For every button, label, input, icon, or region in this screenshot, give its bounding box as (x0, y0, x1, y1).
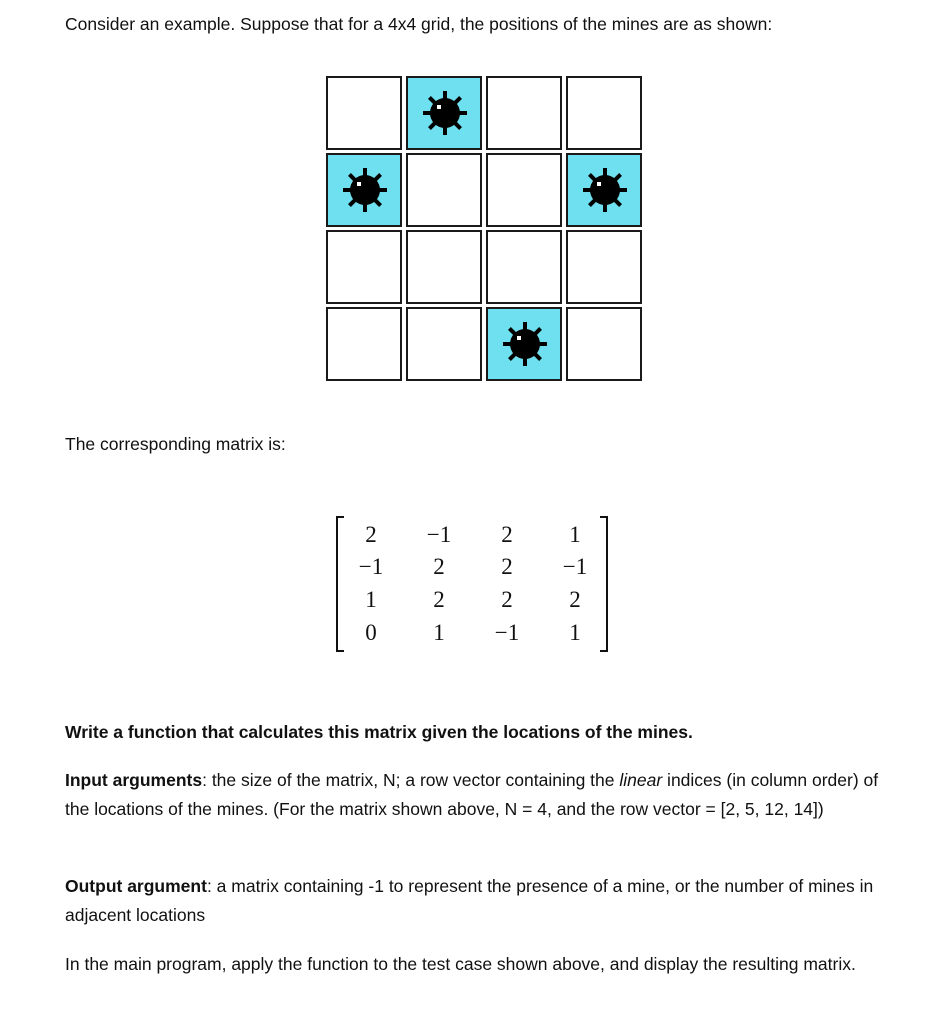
matrix-cell: −1 (494, 620, 520, 645)
matrix-cell: 2 (501, 554, 513, 579)
matrix-cell: 2 (433, 587, 445, 612)
grid-cell (406, 153, 482, 227)
grid-cell (486, 230, 562, 304)
matrix-cell: 1 (569, 620, 581, 645)
mine-icon (488, 309, 564, 383)
matrix-cell: −1 (426, 522, 452, 547)
grid-cell (486, 76, 562, 150)
matrix-cell: 1 (365, 587, 377, 612)
grid-cell (486, 307, 562, 381)
grid-cell (326, 230, 402, 304)
input-arguments (65, 766, 885, 824)
intro-text: Consider an example. Suppose that for a 4x4 grid, the positions of the mines are as shown: (65, 14, 773, 34)
grid-cell (566, 307, 642, 381)
matrix-cell: −1 (562, 554, 588, 579)
output-argument-text: : a matrix containing -1 to represent the presence of a mine, or the number of mines in adjacent locations (65, 876, 874, 925)
input-arguments-text-a: : the size of the matrix, N; a row vector containing the (202, 770, 620, 790)
matrix-cell: 2 (433, 554, 445, 579)
main-program-text: In the main program, apply the function to the test case shown above, and display the resulting matrix. (65, 954, 856, 974)
mine-icon (328, 155, 404, 229)
grid-cell (566, 230, 642, 304)
matrix-cell: −1 (358, 554, 384, 579)
output-argument (65, 872, 885, 930)
matrix-cell: 1 (433, 620, 445, 645)
grid-cell (486, 153, 562, 227)
mine-grid (326, 76, 644, 386)
grid-cell (326, 307, 402, 381)
input-arguments-text-b: indices (in column order) of the locations of the mines. (For the matrix shown above, N = 4, and the row vector = [2, 5, 12, 14]) (65, 770, 879, 819)
grid-cell (326, 153, 402, 227)
input-arguments-label: Input arguments (65, 770, 203, 790)
matrix-cell: 2 (501, 522, 513, 547)
matrix-cell: 2 (501, 587, 513, 612)
matrix-caption: The corresponding matrix is: (65, 434, 286, 454)
matrix-cell: 0 (365, 620, 377, 645)
result-matrix (336, 516, 608, 654)
grid-cell (406, 307, 482, 381)
mine-icon (408, 78, 484, 152)
grid-cell (406, 76, 482, 150)
matrix-cell: 2 (569, 587, 581, 612)
grid-cell (566, 76, 642, 150)
mine-icon (568, 155, 644, 229)
task-heading: Write a function that calculates this matrix given the locations of the mines. (65, 722, 693, 742)
grid-cell (566, 153, 642, 227)
matrix-cell: 1 (569, 522, 581, 547)
output-argument-label: Output argument (65, 876, 207, 896)
grid-cell (406, 230, 482, 304)
grid-cell (326, 76, 402, 150)
input-arguments-emphasis: linear (619, 770, 663, 790)
matrix-cell: 2 (365, 522, 377, 547)
